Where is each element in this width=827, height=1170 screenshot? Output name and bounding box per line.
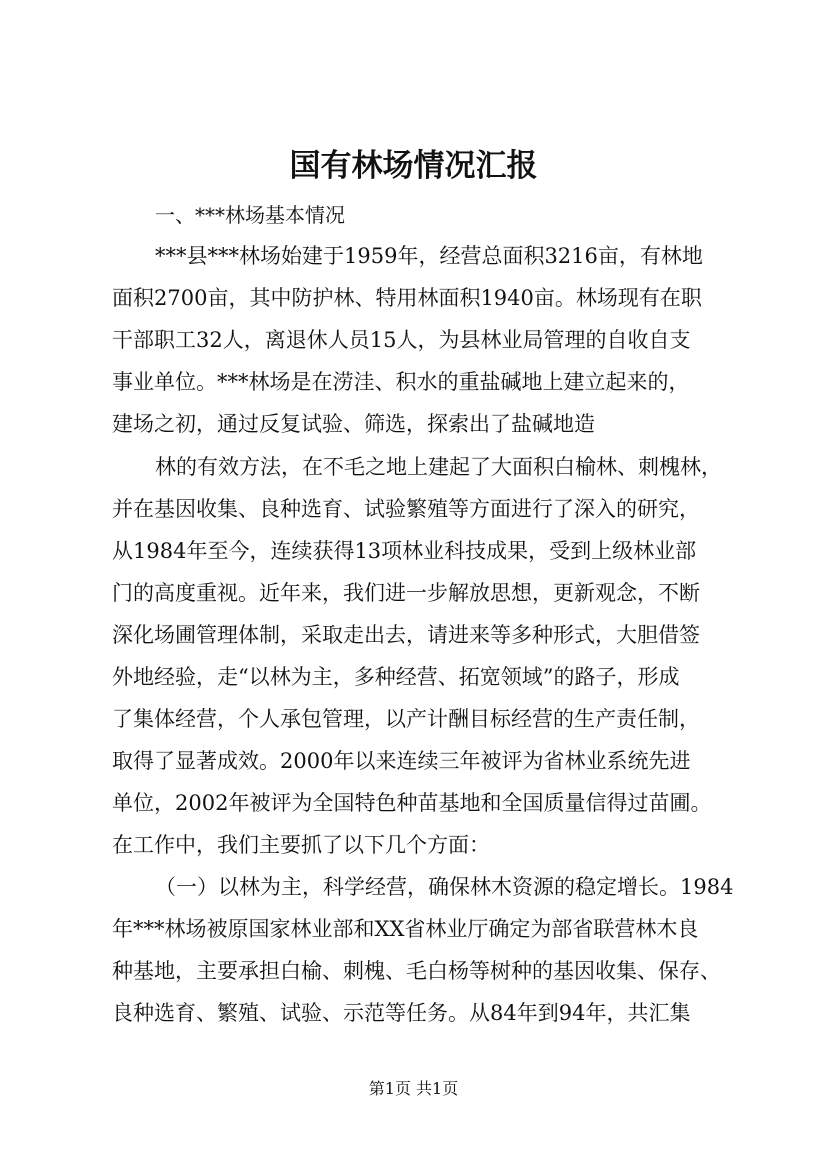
paragraph-line: 取得了显著成效。2000年以来连续三年被评为省林业系统先进: [112, 749, 691, 773]
paragraph-line: 良种选育、繁殖、试验、示范等任务。从84年到94年，共汇集: [112, 1001, 691, 1025]
paragraph-line: 建场之初，通过反复试验、筛选，探索出了盐碱地造: [112, 412, 595, 436]
paragraph-line: 外地经验，走“以林为主，多种经营、拓宽领域”的路子，形成: [112, 665, 680, 689]
paragraph-line: 干部职工32人，离退休人员15人，为县林业局管理的自收自支: [112, 328, 691, 352]
paragraph-line: 从1984年至今，连续获得13项林业科技成果，受到上级林业部: [112, 539, 697, 563]
paragraph-line: 林的有效方法，在不毛之地上建起了大面积白榆林、刺槐林，: [155, 455, 722, 479]
paragraph-line: 事业单位。***林场是在涝洼、积水的重盐碱地上建立起来的，: [112, 370, 690, 394]
paragraph-line: （一）以林为主，科学经营，确保林木资源的稳定增长。1984: [155, 875, 734, 899]
page-footer: 第1页 共1页: [368, 1079, 459, 1098]
paragraph-line: 门的高度重视。近年来，我们进一步解放思想，更新观念，不断: [112, 581, 700, 605]
paragraph-line: 了集体经营，个人承包管理，以产计酬目标经营的生产责任制，: [112, 707, 700, 731]
paragraph-line: 面积2700亩，其中防护林、特用林面积1940亩。林场现有在职: [112, 286, 702, 310]
section-heading: 一、***林场基本情况: [155, 203, 345, 227]
paragraph-line: ***县***林场始建于1959年，经营总面积3216亩，有林地: [155, 244, 703, 268]
paragraph-line: 年***林场被原国家林业部和XX省林业厅确定为部省联营林木良: [112, 917, 699, 941]
paragraph-line: 深化场圃管理体制，采取走出去，请进来等多种形式，大胆借签: [112, 623, 700, 647]
paragraph-line: 种基地，主要承担白榆、刺槐、毛白杨等树种的基因收集、保存、: [112, 959, 721, 983]
paragraph-line: 并在基因收集、良种选育、试验繁殖等方面进行了深入的研究，: [112, 497, 700, 521]
paragraph-line: 在工作中，我们主要抓了以下几个方面：: [112, 833, 490, 857]
document-title: 国有林场情况汇报: [289, 148, 538, 184]
paragraph-line: 单位，2002年被评为全国特色种苗基地和全国质量信得过苗圃。: [112, 791, 712, 815]
